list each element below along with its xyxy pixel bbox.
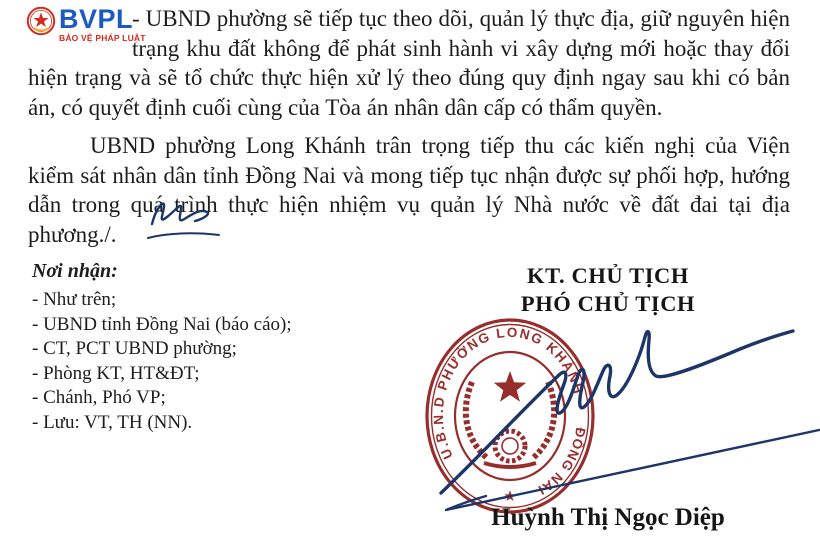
handwritten-signature <box>410 316 820 522</box>
vietnam-emblem-icon <box>26 6 56 38</box>
signature-underline-stroke <box>446 430 819 510</box>
signature-title-line2: PHÓ CHỦ TỊCH <box>520 291 696 316</box>
document-body <box>28 4 790 249</box>
logo-tagline: BẢO VỆ PHÁP LUẬT <box>59 33 146 43</box>
seal-bottom-star-icon: ★ <box>503 489 517 505</box>
recipients-block <box>32 260 292 436</box>
recipient-item: - Chánh, Phó VP; <box>32 387 166 409</box>
recipients-header: Nơi nhận: <box>32 260 118 282</box>
paragraph-1: - UBND phường sẽ tiếp tục theo dõi, quản lý thực địa, giữ nguyên hiện trạng khu đất không để phát sinh hành vi xây dựng mới hoặc thay đổi hiện trạng và sẽ tổ chức thực hiện xử lý theo đúng quy định ngay sau khi có bản án, có quyết định cuối cùng của Tòa án nhân dân cấp có thẩm quyền. <box>28 6 790 120</box>
signature-title <box>430 262 786 318</box>
paragraph-2: UBND phường Long Khánh trân trọng tiếp thu các kiến nghị của Viện kiểm sát nhân dân tỉnh Đồng Nai và mong tiếp tục nhận được sự phối hợp, hướng dẫn trong quá trình thực hiện nhiệm vụ quản lý Nhà nước về đất đai tại địa phương./. <box>28 133 790 247</box>
recipient-item: - Như trên; <box>32 289 117 310</box>
logo-text <box>59 6 146 43</box>
recipient-item: - UBND tỉnh Đồng Nai (báo cáo); <box>32 313 292 335</box>
recipient-item: - CT, PCT UBND phường; <box>32 338 237 360</box>
signature-title-line1: KT. CHỦ TỊCH <box>526 263 690 288</box>
seal-ring-text-main: U.B.N.D PHƯỜNG LONG KHÁNH <box>430 324 587 462</box>
logo-abbr: BVPL <box>59 4 134 34</box>
signer-name: Huỳnh Thị Ngọc Diệp <box>491 504 725 531</box>
recipient-item: - Phòng KT, HT&ĐT; <box>32 362 200 384</box>
recipient-item: - Lưu: VT, TH (NN). <box>32 411 193 433</box>
handwritten-initial-mark <box>145 196 230 248</box>
bvpl-watermark-logo[interactable] <box>26 6 146 43</box>
signature-main-stroke <box>441 331 793 493</box>
paragraph-1-container <box>28 4 790 122</box>
seal-ring-text-secondary: ĐỒNG NAI <box>535 426 589 499</box>
